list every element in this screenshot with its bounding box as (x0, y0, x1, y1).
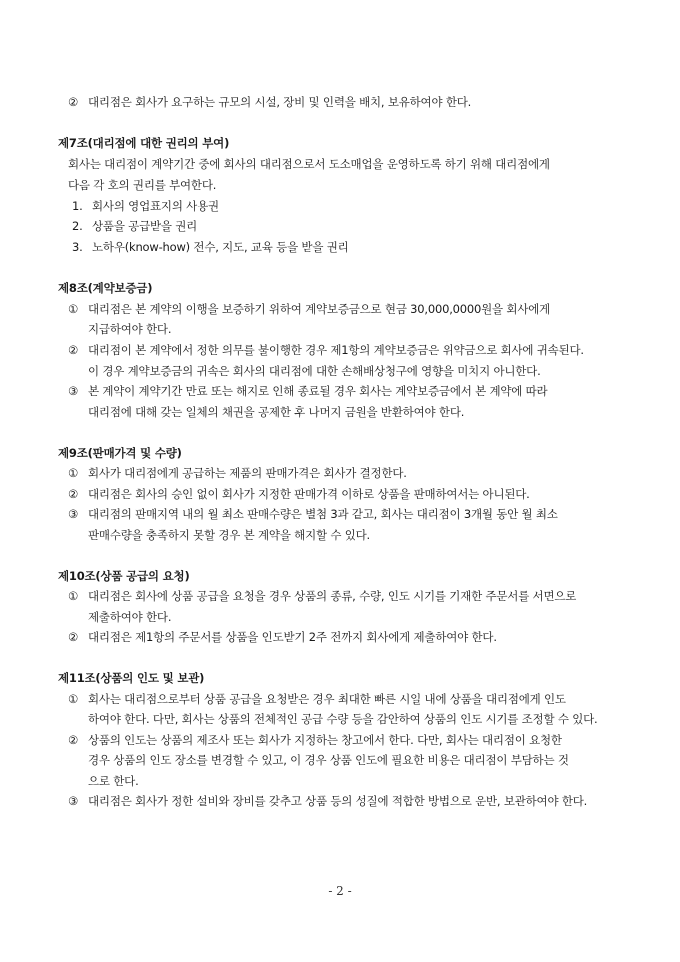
article-9-item-2 (68, 487, 530, 501)
article-7-title: 제7조(대리점에 대한 권리의 부여) (58, 136, 230, 150)
item-marker: 3. (72, 240, 83, 254)
item-marker: ① (68, 466, 79, 480)
article-8-item-2-cont: 이 경우 계약보증금의 귀속은 회사의 대리점에 대한 손해배상청구에 영향을 미치지 아니한다. (88, 364, 541, 378)
item-marker: ② (68, 95, 79, 109)
article-7-item-1 (72, 199, 219, 213)
item-text: 상품의 인도는 상품의 제조사 또는 회사가 지정하는 창고에서 한다. 다만, 회사는 대리점이 요청한 (88, 733, 562, 747)
article-7-item-2 (72, 219, 197, 233)
item-text: 대리점이 본 계약에서 정한 의무를 불이행한 경우 제1항의 계약보증금은 위약금으로 회사에 귀속된다. (88, 343, 584, 357)
item-text: 대리점은 회사가 정한 설비와 장비를 갖추고 상품 등의 성질에 적합한 방법으로 운반, 보관하여야 한다. (88, 794, 588, 808)
item-text: 본 계약이 계약기간 만료 또는 해지로 인해 종료될 경우 회사는 계약보증금에서 본 계약에 따라 (88, 384, 548, 398)
item-text: 대리점은 회사가 요구하는 규모의 시설, 장비 및 인력을 배치, 보유하여야 한다. (88, 95, 472, 109)
article-10-item-1 (68, 589, 576, 603)
article-11-item-3 (68, 794, 587, 808)
item-marker: ② (68, 343, 79, 357)
item-marker: ③ (68, 794, 79, 808)
item-marker: ③ (68, 507, 79, 521)
article-7-body-line-2: 다음 각 호의 권리를 부여한다. (68, 178, 217, 192)
article-9-item-3-cont: 판매수량을 충족하지 못할 경우 본 계약을 해지할 수 있다. (88, 528, 371, 542)
item-text: 상품을 공급받을 권리 (92, 219, 198, 233)
item-text: 회사의 영업표지의 사용권 (92, 199, 219, 213)
item-marker: 2. (72, 219, 83, 233)
article-7-item-3 (72, 240, 349, 254)
intro-item-2 (68, 95, 471, 109)
item-marker: ① (68, 302, 79, 316)
item-text: 대리점은 제1항의 주문서를 상품을 인도받기 2주 전까지 회사에게 제출하여야 한다. (88, 630, 497, 644)
article-8-item-3-cont: 대리점에 대해 갖는 일체의 채권을 공제한 후 나머지 금원을 반환하여야 한다. (88, 405, 465, 419)
item-text: 대리점의 판매지역 내의 월 최소 판매수량은 별첨 3과 같고, 회사는 대리점이 3개월 동안 월 최소 (88, 507, 558, 521)
item-text: 대리점은 회사에 상품 공급을 요청을 경우 상품의 종류, 수량, 인도 시기를 기재한 주문서를 서면으로 (88, 589, 577, 603)
article-11-item-2 (68, 733, 562, 747)
article-11-item-1 (68, 692, 566, 706)
article-11-item-2-cont: 경우 상품의 인도 장소를 변경할 수 있고, 이 경우 상품 인도에 필요한 비용은 대리점이 부담하는 것 (88, 753, 569, 767)
article-9-item-1 (68, 466, 407, 480)
item-marker: ② (68, 630, 79, 644)
article-11-item-2-cont-2: 으로 한다. (88, 774, 139, 788)
item-marker: ② (68, 733, 79, 747)
article-8-item-3 (68, 384, 547, 398)
article-8-item-2 (68, 343, 584, 357)
item-marker: ③ (68, 384, 79, 398)
article-8-title: 제8조(계약보증금) (58, 281, 153, 295)
page-number: - 2 - (328, 884, 352, 898)
article-10-item-2 (68, 630, 497, 644)
article-11-item-1-cont: 하여야 한다. 다만, 회사는 상품의 전체적인 공급 수량 등을 감안하여 상품의 인도 시기를 조정할 수 있다. (88, 712, 598, 726)
article-9-title: 제9조(판매가격 및 수량) (58, 446, 182, 460)
item-text: 회사가 대리점에게 공급하는 제품의 판매가격은 회사가 결정한다. (88, 466, 407, 480)
article-8-item-1-cont: 지급하여야 한다. (88, 322, 172, 336)
item-text: 회사는 대리점으로부터 상품 공급을 요청받은 경우 최대한 빠른 시일 내에 상품을 대리점에게 인도 (88, 692, 566, 706)
item-text: 노하우(know-how) 전수, 지도, 교육 등을 받을 권리 (92, 240, 349, 254)
article-8-item-1 (68, 302, 550, 316)
item-marker: 1. (72, 199, 83, 213)
article-10-title: 제10조(상품 공급의 요청) (58, 569, 190, 583)
item-marker: ② (68, 487, 79, 501)
item-marker: ① (68, 589, 79, 603)
item-text: 대리점은 회사의 승인 없이 회사가 지정한 판매가격 이하로 상품을 판매하여서는 아니된다. (88, 487, 530, 501)
item-text: 대리점은 본 계약의 이행을 보증하기 위하여 계약보증금으로 현금 30,000,0000원을 회사에게 (88, 302, 551, 316)
article-11-title: 제11조(상품의 인도 및 보관) (58, 671, 205, 685)
article-10-item-1-cont: 제출하여야 한다. (88, 610, 172, 624)
article-9-item-3 (68, 507, 558, 521)
article-7-body-line-1: 회사는 대리점이 계약기간 중에 회사의 대리점으로서 도소매업을 운영하도록 하기 위해 대리점에게 (68, 157, 550, 171)
item-marker: ① (68, 692, 79, 706)
